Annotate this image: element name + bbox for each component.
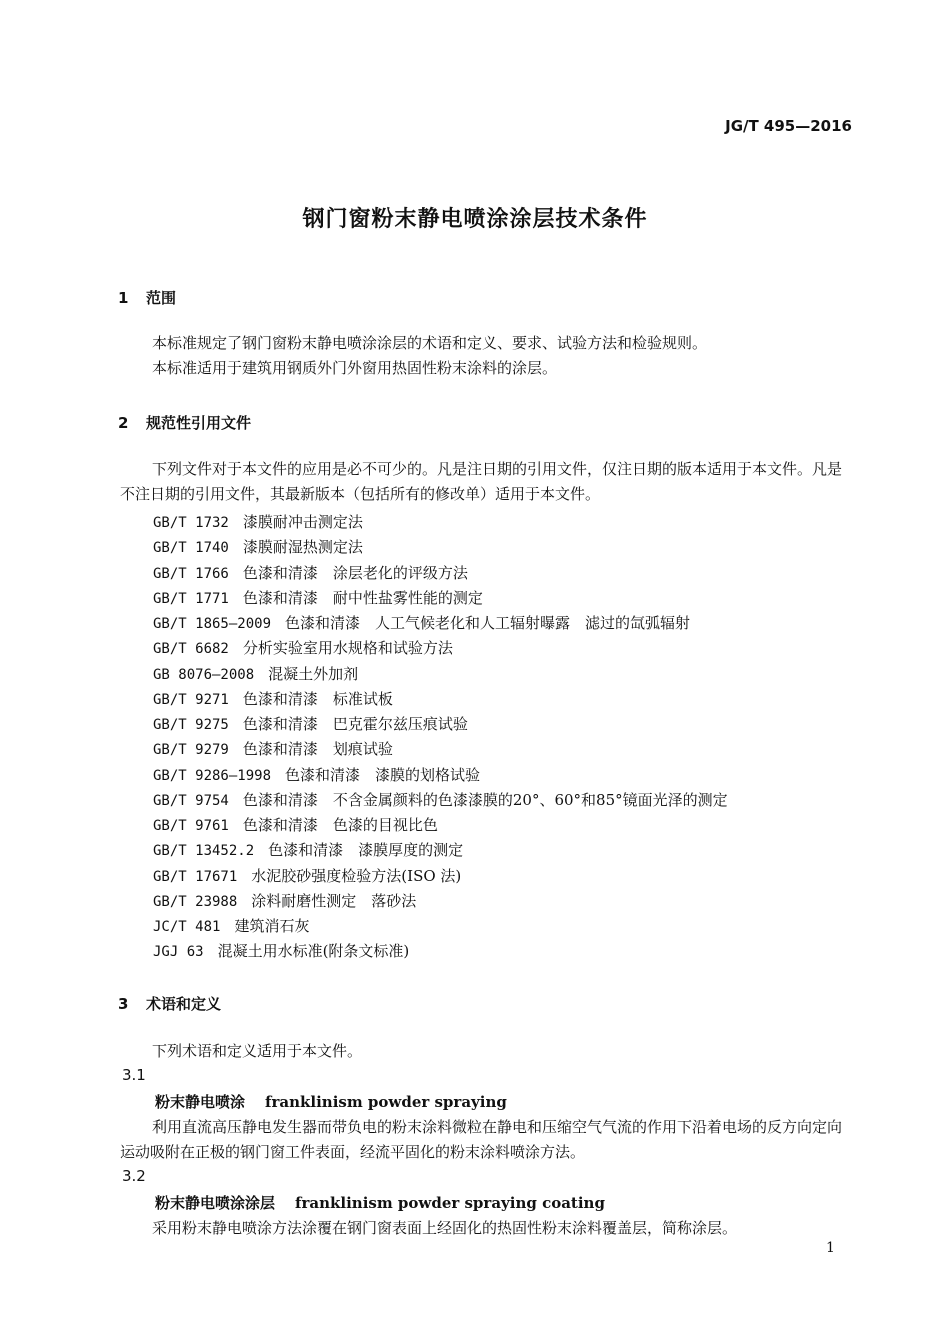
reference-title: 色漆和清漆 人工气候老化和人工辐射曝露 滤过的氙弧辐射 <box>285 614 691 632</box>
reference-item <box>153 713 468 734</box>
section-heading-scope <box>118 287 176 308</box>
term-number: 3.1 <box>122 1066 146 1084</box>
reference-code: GB/T 1865—2009 <box>153 616 272 632</box>
reference-code: GB/T 1732 <box>153 515 229 531</box>
reference-title: 色漆和清漆 巴克霍尔兹压痕试验 <box>242 715 468 733</box>
reference-item <box>153 738 393 759</box>
reference-item <box>153 890 416 911</box>
reference-title: 色漆和清漆 不含金属颜料的色漆漆膜的20°、60°和85°镜面光泽的测定 <box>242 790 728 809</box>
term-chinese: 粉末静电喷涂 <box>155 1093 246 1111</box>
term-chinese: 粉末静电喷涂涂层 <box>155 1194 276 1212</box>
reference-title: 色漆和清漆 耐中性盐雾性能的测定 <box>242 588 483 607</box>
reference-code: GB/T 1771 <box>153 590 229 607</box>
reference-title: 色漆和清漆 标准试板 <box>242 689 393 708</box>
reference-title: 色漆和清漆 色漆的目视比色 <box>242 816 438 834</box>
reference-item <box>153 587 483 608</box>
reference-code: GB 8076—2008 <box>153 666 255 683</box>
page-number: 1 <box>826 1240 835 1256</box>
reference-title: 漆膜耐湿热测定法 <box>242 538 363 557</box>
reference-item <box>153 940 409 961</box>
reference-item <box>153 688 393 709</box>
scope-paragraph-1: 本标准规定了钢门窗粉末静电喷涂涂层的术语和定义、要求、试验方法和检验规则。 <box>152 334 708 352</box>
reference-title: 分析实验室用水规格和试验方法 <box>242 639 453 658</box>
term-definition: 采用粉末静电喷涂方法涂覆在钢门窗表面上经固化的热固性粉末涂料覆盖层，简称涂层。 <box>152 1219 738 1237</box>
reference-title: 色漆和清漆 涂层老化的评级方法 <box>242 563 468 582</box>
reference-title: 建筑消石灰 <box>234 917 310 935</box>
reference-title: 水泥胶砂强度检验方法(ISO 法) <box>251 866 462 885</box>
reference-code: GB/T 9754 <box>153 792 229 809</box>
section-number: 2 <box>118 414 129 432</box>
terms-intro: 下列术语和定义适用于本文件。 <box>152 1042 363 1060</box>
reference-item <box>153 536 363 557</box>
reference-code: JC/T 481 <box>153 919 221 935</box>
reference-title: 色漆和清漆 漆膜厚度的测定 <box>268 841 464 860</box>
reference-code: GB/T 9271 <box>153 691 229 708</box>
reference-code: GB/T 9279 <box>153 742 229 759</box>
reference-code: GB/T 6682 <box>153 641 229 658</box>
reference-title: 涂料耐磨性测定 落砂法 <box>251 891 417 910</box>
reference-item <box>153 612 690 633</box>
references-intro: 下列文件对于本文件的应用是必不可少的。凡是注日期的引用文件，仅注日期的版本适用于本文件。凡是不注日期的引用文件，其最新版本（包括所有的修改单）适用于本文件。 <box>120 460 843 503</box>
term-heading <box>155 1091 507 1112</box>
term-number: 3.2 <box>122 1167 146 1185</box>
reference-item <box>153 915 309 936</box>
reference-code: GB/T 17671 <box>153 868 238 885</box>
reference-item <box>153 511 363 532</box>
reference-code: GB/T 13452.2 <box>153 843 255 860</box>
term-english: franklinism powder spraying <box>265 1093 507 1111</box>
standard-code: JG/T 495—2016 <box>725 117 852 135</box>
reference-item <box>153 839 463 860</box>
reference-title: 色漆和清漆 漆膜的划格试验 <box>285 765 481 784</box>
reference-item <box>153 637 453 658</box>
section-title: 规范性引用文件 <box>146 414 252 432</box>
reference-code: GB/T 9761 <box>153 818 229 834</box>
scope-paragraph-2: 本标准适用于建筑用钢质外门外窗用热固性粉末涂料的涂层。 <box>152 359 558 377</box>
reference-code: GB/T 23988 <box>153 893 238 910</box>
section-heading-terms <box>118 993 221 1014</box>
reference-title: 色漆和清漆 划痕试验 <box>242 740 393 759</box>
reference-item <box>153 663 358 684</box>
term-heading <box>155 1192 605 1213</box>
reference-code: GB/T 9286—1998 <box>153 767 272 784</box>
reference-code: GB/T 1766 <box>153 565 229 582</box>
section-title: 术语和定义 <box>146 995 222 1013</box>
section-number: 1 <box>118 289 129 307</box>
reference-item <box>153 789 728 810</box>
section-title: 范围 <box>146 289 177 307</box>
reference-item <box>153 814 438 835</box>
term-definition: 利用直流高压静电发生器而带负电的粉末涂料微粒在静电和压缩空气气流的作用下沿着电场的反方向定向运动吸附在正极的钢门窗工件表面，经流平固化的粉末涂料喷涂方法。 <box>120 1118 843 1161</box>
reference-title: 漆膜耐冲击测定法 <box>242 513 363 531</box>
reference-item <box>153 865 461 886</box>
reference-title: 混凝土用水标准(附条文标准) <box>217 942 410 961</box>
reference-code: GB/T 9275 <box>153 717 229 733</box>
reference-code: JGJ 63 <box>153 944 204 961</box>
term-english: franklinism powder spraying coating <box>295 1194 605 1212</box>
document-title: 钢门窗粉末静电喷涂涂层技术条件 <box>302 207 648 232</box>
section-heading-references <box>118 412 251 433</box>
reference-code: GB/T 1740 <box>153 540 229 557</box>
reference-title: 混凝土外加剂 <box>268 664 359 683</box>
section-number: 3 <box>118 995 129 1013</box>
reference-item <box>153 562 468 583</box>
reference-item <box>153 764 480 785</box>
